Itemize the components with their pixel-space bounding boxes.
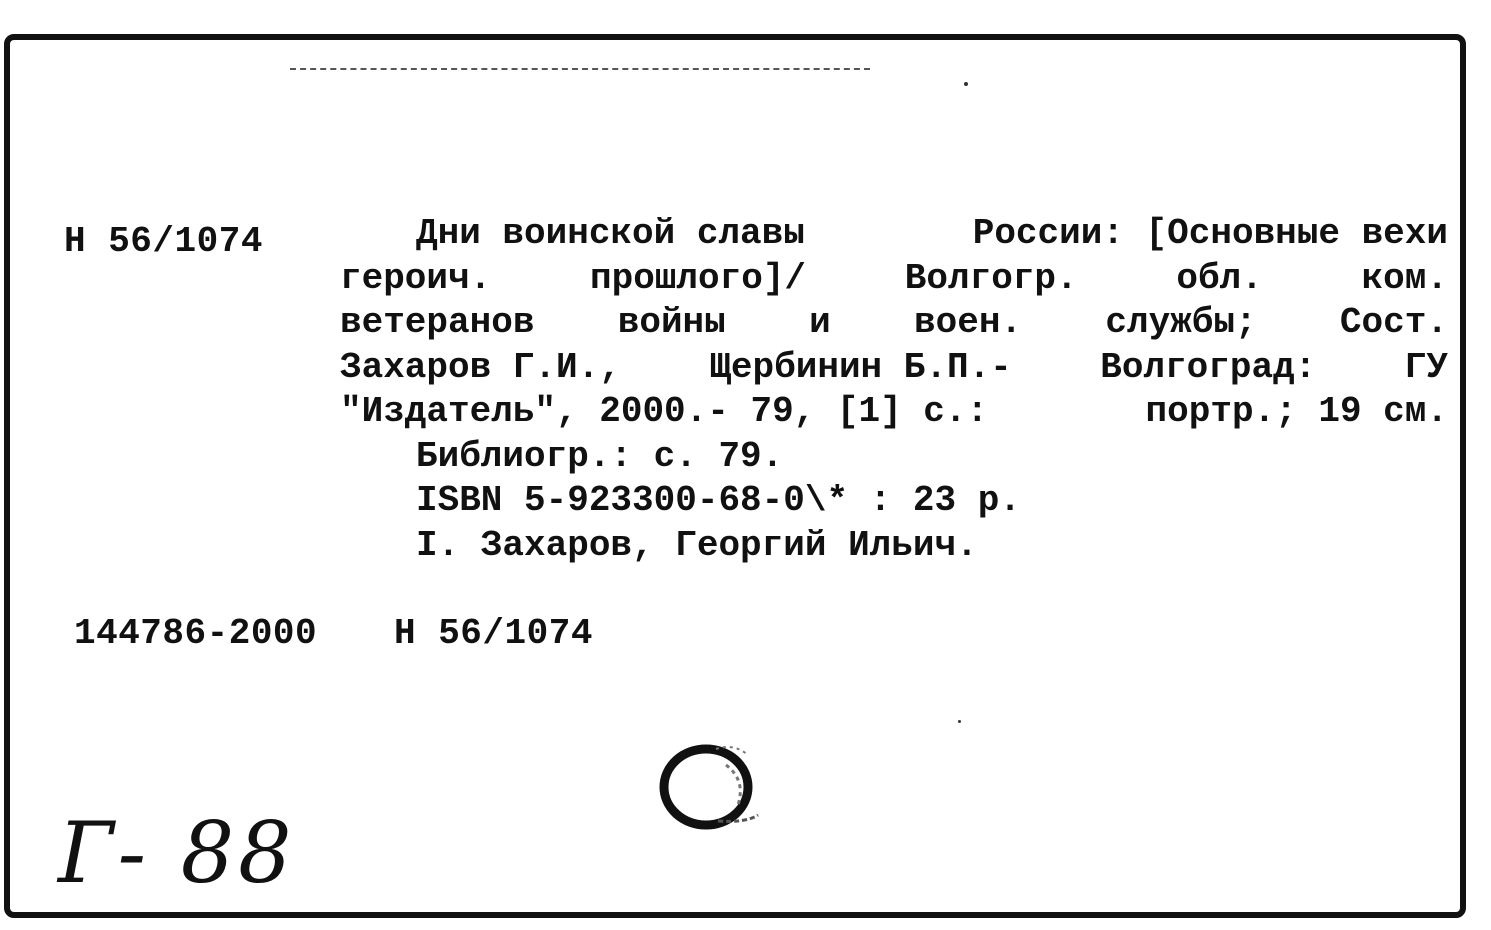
description-text: ветеранов bbox=[340, 302, 535, 343]
inventory-number: 144786-2000 bbox=[74, 613, 318, 654]
description-line-2 bbox=[340, 257, 1448, 302]
description-line-3 bbox=[340, 301, 1448, 346]
note-author-entry bbox=[340, 524, 1448, 569]
bibliographic-description bbox=[340, 212, 1448, 568]
note-isbn bbox=[340, 479, 1448, 524]
description-text: "Издатель", 2000.- 79, [1] с.: bbox=[340, 391, 989, 432]
description-text: Волгогр. bbox=[904, 257, 1078, 299]
description-text: Щербинин Б.П.- bbox=[709, 346, 1012, 388]
description-text: прошлого]/ bbox=[589, 257, 807, 299]
handwritten-mark: Г- 88 bbox=[58, 804, 296, 902]
description-text: и bbox=[809, 302, 831, 343]
description-line-4 bbox=[340, 346, 1448, 391]
description-text: Дни воинской славы bbox=[416, 213, 805, 254]
description-line-5 bbox=[340, 390, 1448, 435]
description-text: Сост. bbox=[1339, 302, 1448, 343]
description-text: воен. bbox=[914, 302, 1023, 343]
punch-hole-stamp-icon bbox=[656, 735, 766, 835]
note-bibliography bbox=[340, 435, 1448, 480]
description-text: службы; bbox=[1105, 302, 1257, 343]
note-text: ISBN 5-923300-68-0\* : 23 р. bbox=[416, 480, 1021, 521]
description-text: войны bbox=[617, 302, 726, 343]
description-text: ком. bbox=[1361, 257, 1448, 299]
description-text: Захаров Г.И., bbox=[340, 346, 621, 388]
call-number-top: Н 56/1074 bbox=[64, 221, 263, 262]
description-text: героич. bbox=[340, 257, 492, 299]
ink-speck bbox=[964, 82, 968, 86]
top-dashed-rule bbox=[290, 68, 870, 70]
description-line-1 bbox=[340, 212, 1448, 257]
description-text: России: [Основные вехи bbox=[972, 213, 1448, 254]
description-text: обл. bbox=[1176, 257, 1263, 299]
note-text: Библиогр.: с. 79. bbox=[416, 435, 784, 477]
description-text: Волгоград: bbox=[1100, 346, 1317, 388]
note-text: I. Захаров, Георгий Ильич. bbox=[416, 524, 978, 566]
call-number-bottom: Н 56/1074 bbox=[394, 613, 593, 654]
description-text: портр.; 19 см. bbox=[1145, 391, 1448, 432]
ink-speck bbox=[958, 720, 961, 723]
description-text: ГУ bbox=[1404, 346, 1448, 388]
